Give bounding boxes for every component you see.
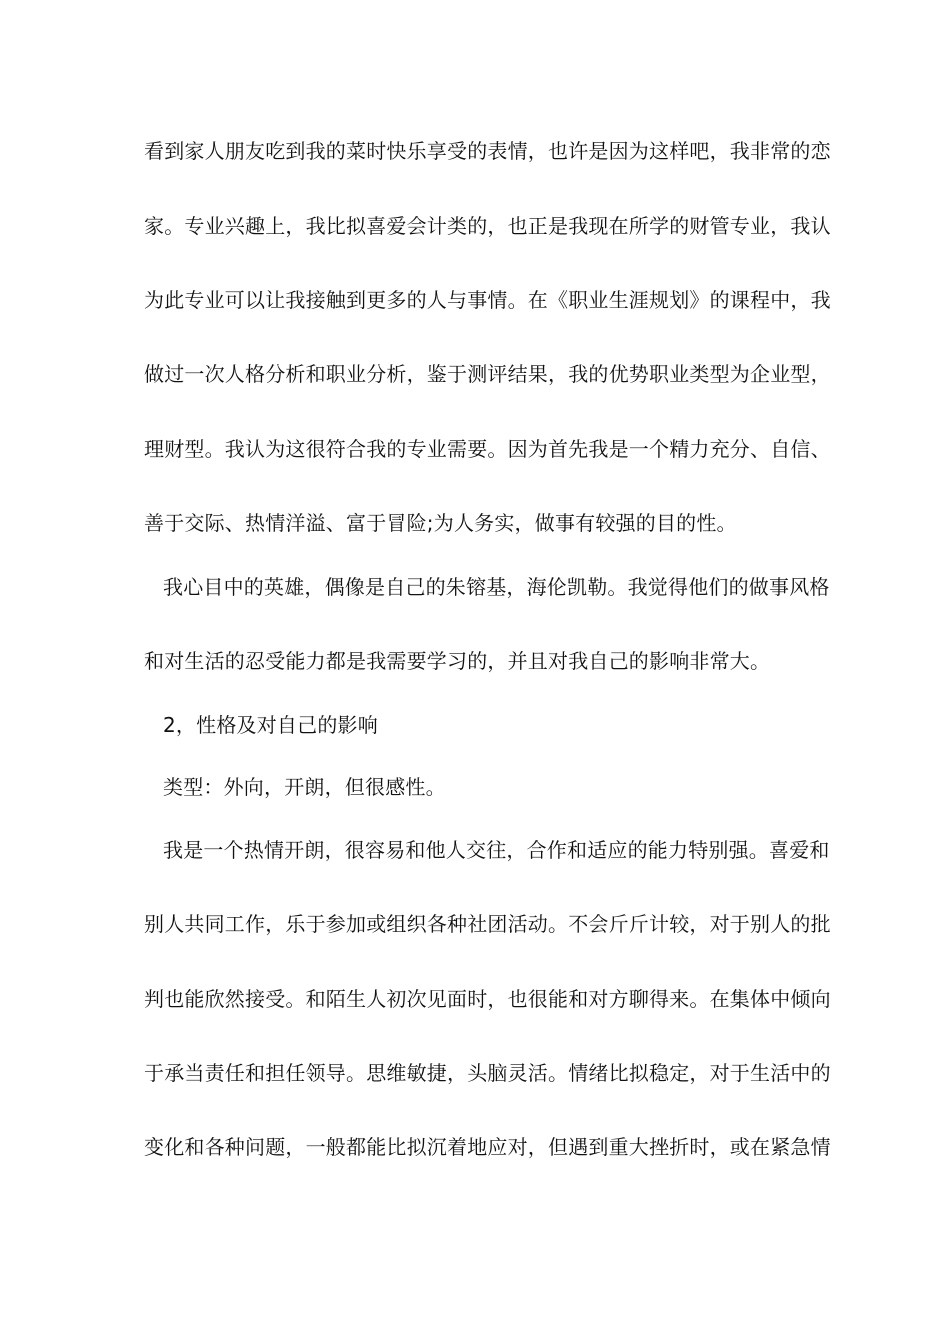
paragraph-line-11: 判也能欣然接受。和陌生人初次见面时，也很能和对方聊得来。在集体中倾向 (144, 987, 831, 1011)
paragraph-line-3: 为此专业可以让我接触到更多的人与事情。在《职业生涯规划》的课程中，我 (144, 288, 831, 312)
paragraph-line-5: 理财型。我认为这很符合我的专业需要。因为首先我是一个精力充分、自信、 (144, 437, 831, 461)
paragraph-line-9: 我是一个热情开朗，很容易和他人交往，合作和适应的能力特别强。喜爱和 (163, 838, 830, 862)
paragraph-line-7: 我心目中的英雄，偶像是自己的朱镕基，海伦凯勒。我觉得他们的做事风格 (163, 575, 830, 599)
section-heading: 2，性格及对自己的影响 (163, 713, 378, 737)
paragraph-line-1: 看到家人朋友吃到我的菜时快乐享受的表情，也许是因为这样吧，我非常的恋 (144, 139, 831, 163)
type-line: 类型：外向，开朗，但很感性。 (163, 775, 446, 799)
paragraph-line-13: 变化和各种问题，一般都能比拟沉着地应对，但遇到重大挫折时，或在紧急情 (144, 1135, 831, 1159)
paragraph-line-8: 和对生活的忍受能力都是我需要学习的，并且对我自己的影响非常大。 (144, 649, 771, 673)
paragraph-line-2: 家。专业兴趣上，我比拟喜爱会计类的，也正是我现在所学的财管专业，我认 (144, 214, 831, 238)
paragraph-line-12: 于承当责任和担任领导。思维敏捷，头脑灵活。情绪比拟稳定，对于生活中的 (144, 1061, 831, 1085)
paragraph-line-10: 别人共同工作，乐于参加或组织各种社团活动。不会斤斤计较，对于别人的批 (144, 912, 831, 936)
paragraph-line-6: 善于交际、热情洋溢、富于冒险;为人务实，做事有较强的目的性。 (144, 511, 737, 535)
paragraph-line-4: 做过一次人格分析和职业分析，鉴于测评结果，我的优势职业类型为企业型， (144, 362, 831, 386)
